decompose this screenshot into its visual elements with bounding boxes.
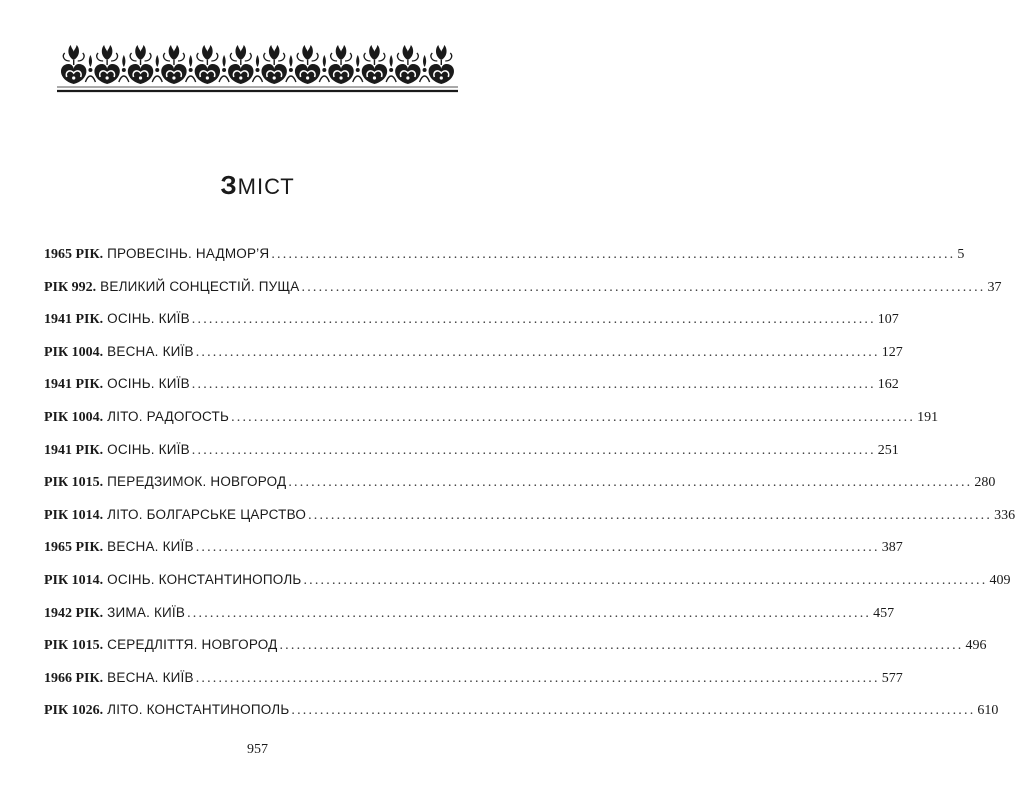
toc-entry-year: 1966 РІК. (44, 670, 104, 686)
toc-entry-leader-dots: ........................................................................................................................ (187, 605, 872, 621)
toc-entry-year: 1941 РІК. (44, 312, 104, 328)
toc-entry-title: ОСІНЬ. КИЇВ (107, 311, 190, 327)
toc-entry (44, 539, 903, 572)
toc-entry-leader-dots: ........................................................................................................................ (279, 638, 964, 654)
toc-entry-year: РІК 1014. (44, 572, 104, 588)
decorative-ornament-border (55, 40, 460, 95)
toc-entry-leader-dots: ........................................................................................................................ (271, 247, 956, 262)
toc-entry-year: 1965 РІК. (44, 247, 104, 262)
toc-entry (44, 343, 903, 377)
toc-entry-leader-dots: ........................................................................................................................ (301, 279, 986, 295)
toc-entry (44, 506, 1015, 540)
toc-entry (44, 441, 899, 475)
toc-entry-title: СЕРЕДЛІТТЯ. НОВГОРОД (107, 637, 278, 653)
toc-entry-year: РІК 1015. (44, 475, 104, 491)
toc-entry-page: 336 (994, 507, 1015, 523)
toc-entry-title: ЗИМА. КИЇВ (107, 604, 186, 620)
toc-entry-title: ВЕЛИКИЙ СОНЦЕСТІЙ. ПУЩА (100, 278, 300, 294)
floral-ornament-icon (55, 40, 460, 95)
toc-entry-title: ВЕСНА. КИЇВ (107, 539, 194, 555)
toc-entry-leader-dots: ........................................................................................................................ (191, 312, 876, 328)
toc-entry (44, 246, 965, 279)
toc-entry-title: ПЕРЕДЗИМОК. НОВГОРОД (107, 474, 287, 490)
toc-entry-leader-dots: ........................................................................................................................ (195, 670, 880, 686)
toc-entry-year: 1941 РІК. (44, 442, 104, 458)
toc-entry-year: 1941 РІК. (44, 377, 104, 393)
toc-entry-page: 280 (974, 475, 996, 491)
toc-entry-title: ПРОВЕСІНЬ. НАДМОР’Я (107, 246, 270, 261)
toc-entry-leader-dots: ........................................................................................................................ (195, 540, 880, 556)
toc-entry-leader-dots: ........................................................................................................................ (191, 377, 876, 393)
toc-entry-year: 1965 РІК. (44, 540, 104, 556)
toc-entry-page: 577 (881, 670, 903, 686)
toc-entry (44, 604, 895, 638)
toc-entry (44, 474, 996, 507)
toc-entry-page: 107 (877, 312, 899, 328)
toc-entry-leader-dots: ........................................................................................................................ (231, 409, 916, 425)
toc-entry-leader-dots: ........................................................................................................................ (303, 572, 988, 588)
toc-entry-page: 251 (877, 442, 899, 458)
toc-entry (44, 311, 899, 344)
toc-entry-page: 496 (965, 638, 987, 654)
toc-entry-page: 127 (881, 344, 903, 360)
toc-entry-page: 191 (917, 409, 939, 425)
toc-entry-year: РІК 1015. (44, 638, 104, 654)
toc-entry-title: ВЕСНА. КИЇВ (107, 669, 194, 685)
toc-entry-title: ЛІТО. КОНСТАНТИНОПОЛЬ (107, 702, 290, 718)
toc-entry-title: ВЕСНА. КИЇВ (107, 343, 194, 359)
toc-entry (44, 408, 939, 442)
page-title (0, 170, 515, 201)
toc-entry-page: 387 (881, 540, 903, 556)
title-rest: МІСТ (237, 174, 295, 199)
toc-entry-leader-dots: ........................................................................................................................ (191, 442, 876, 458)
toc-entry-leader-dots: ........................................................................................................................ (195, 344, 880, 360)
toc-entry-leader-dots: ........................................................................................................................ (308, 507, 993, 523)
toc-entry-page: 37 (987, 279, 1002, 295)
toc-entry-title: ОСІНЬ. КОНСТАНТИНОПОЛЬ (107, 571, 302, 587)
toc-entry-page: 162 (877, 377, 899, 393)
toc-entry (44, 702, 999, 735)
toc-entry-title: ЛІТО. РАДОГОСТЬ (107, 408, 230, 424)
toc-entry (44, 637, 987, 670)
toc-entry-year: РІК 1004. (44, 344, 104, 360)
toc-entry-year: РІК 1026. (44, 703, 104, 719)
toc-entry-leader-dots: ........................................................................................................................ (291, 703, 976, 719)
toc-entry (44, 571, 1011, 605)
table-of-contents (44, 246, 1015, 735)
toc-entry-title: ЛІТО. БОЛГАРСЬКЕ ЦАРСТВО (107, 506, 307, 522)
toc-entry-year: РІК 1004. (44, 409, 104, 425)
toc-entry-year: РІК 1014. (44, 507, 104, 523)
toc-entry-year: 1942 РІК. (44, 605, 104, 621)
toc-entry-page: 5 (957, 247, 965, 262)
toc-entry-page: 610 (977, 703, 999, 719)
toc-entry-page: 409 (989, 572, 1011, 588)
toc-entry-title: ОСІНЬ. КИЇВ (107, 376, 190, 392)
toc-entry (44, 669, 903, 703)
toc-entry-leader-dots: ........................................................................................................................ (288, 475, 973, 491)
title-initial: З (220, 170, 238, 200)
toc-entry-page: 457 (873, 605, 895, 621)
page-number: 957 (247, 742, 268, 757)
toc-entry-year: РІК 992. (44, 279, 97, 295)
toc-entry-title: ОСІНЬ. КИЇВ (107, 441, 190, 457)
toc-entry (44, 376, 899, 409)
toc-entry (44, 278, 1002, 312)
